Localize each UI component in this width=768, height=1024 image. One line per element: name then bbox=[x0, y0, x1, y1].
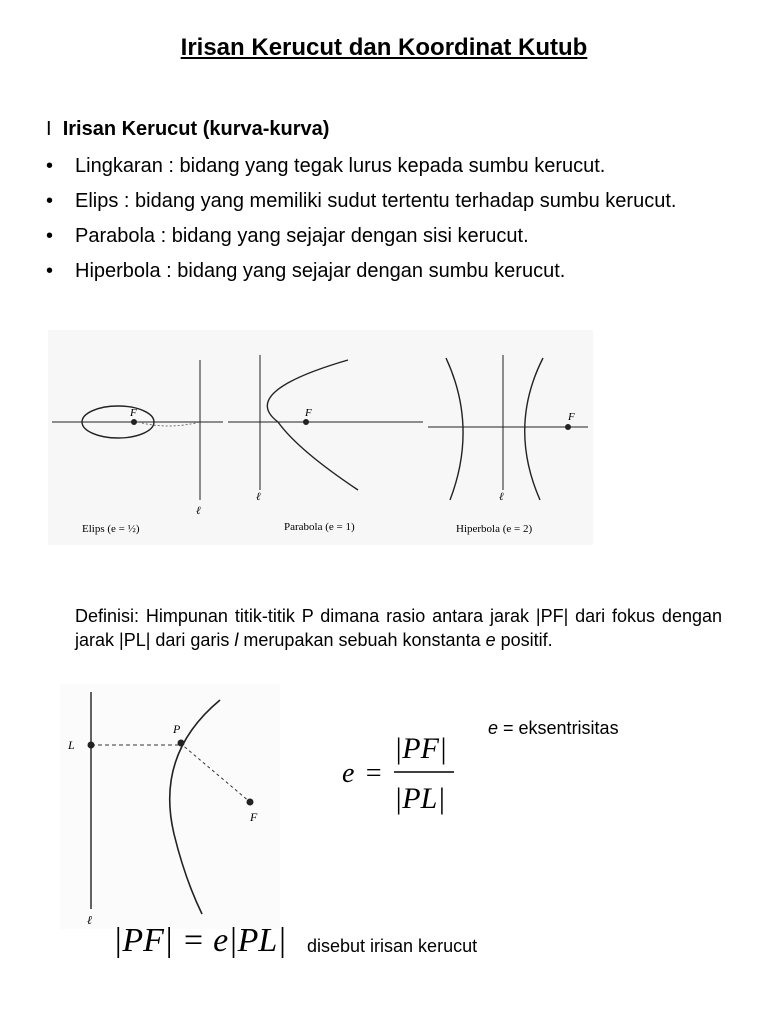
hyperbola-focus bbox=[565, 424, 571, 430]
line-label: ℓ bbox=[87, 913, 92, 927]
eccentricity-formula bbox=[338, 722, 458, 826]
parabola-focus-label: F bbox=[305, 407, 312, 419]
point-P bbox=[178, 740, 185, 747]
conic-sections-figure bbox=[48, 330, 593, 545]
bullet-icon: • bbox=[46, 155, 54, 177]
list-item: • Parabola : bidang yang sejajar dengan sisi kerucut. bbox=[46, 222, 722, 250]
point-L bbox=[88, 742, 95, 749]
bullet-list bbox=[46, 152, 722, 292]
ellipse-line-label: ℓ bbox=[196, 505, 201, 517]
conic-formula: |PF| = e|PL| bbox=[113, 922, 287, 959]
point-F-label: F bbox=[250, 810, 258, 824]
ellipse-focus bbox=[131, 419, 137, 425]
formula-lhs: e bbox=[342, 758, 355, 789]
ellipse-caption: Elips (e = ½) bbox=[82, 523, 140, 535]
eccentricity-label: e = eksentrisitas bbox=[488, 718, 619, 738]
formula-numerator: |PF| bbox=[394, 732, 448, 765]
bullet-icon: • bbox=[46, 190, 54, 212]
definition-text: Definisi: Himpunan titik-titik P dimana rasio antara jarak |PF| dari fokus dengan jarak |PL| dari garis l merupakan sebuah konstanta e positif. bbox=[75, 606, 722, 650]
ellipse-focus-label: F bbox=[130, 407, 137, 419]
conic-formula-label: disebut irisan kerucut bbox=[307, 936, 478, 956]
formula-equals: = bbox=[364, 758, 383, 789]
section-heading bbox=[46, 118, 329, 141]
conic-definition-figure bbox=[60, 684, 280, 929]
bullet-icon: • bbox=[46, 260, 54, 282]
bullet-icon: • bbox=[46, 225, 54, 247]
list-item: • Elips : bidang yang memiliki sudut tertentu terhadap sumbu kerucut. bbox=[46, 187, 722, 215]
list-item: • Hiperbola : bidang yang sejajar dengan sumbu kerucut. bbox=[46, 257, 722, 285]
list-item: • Lingkaran : bidang yang tegak lurus kepada sumbu kerucut. bbox=[46, 152, 722, 180]
formula-denominator: |PL| bbox=[394, 782, 446, 815]
point-L-label: L bbox=[68, 738, 75, 752]
hyperbola-focus-label: F bbox=[568, 411, 575, 423]
hyperbola-line-label: ℓ bbox=[499, 491, 504, 503]
point-F bbox=[247, 799, 254, 806]
parabola-focus bbox=[303, 419, 309, 425]
section-title: Irisan Kerucut (kurva-kurva) bbox=[62, 118, 330, 140]
section-number: I bbox=[46, 118, 52, 140]
hyperbola-caption: Hiperbola (e = 2) bbox=[456, 523, 533, 535]
parabola-caption: Parabola (e = 1) bbox=[284, 521, 355, 533]
page-title: Irisan Kerucut dan Koordinat Kutub bbox=[180, 34, 588, 61]
point-P-label: P bbox=[173, 722, 181, 736]
parabola-line-label: ℓ bbox=[256, 491, 261, 503]
